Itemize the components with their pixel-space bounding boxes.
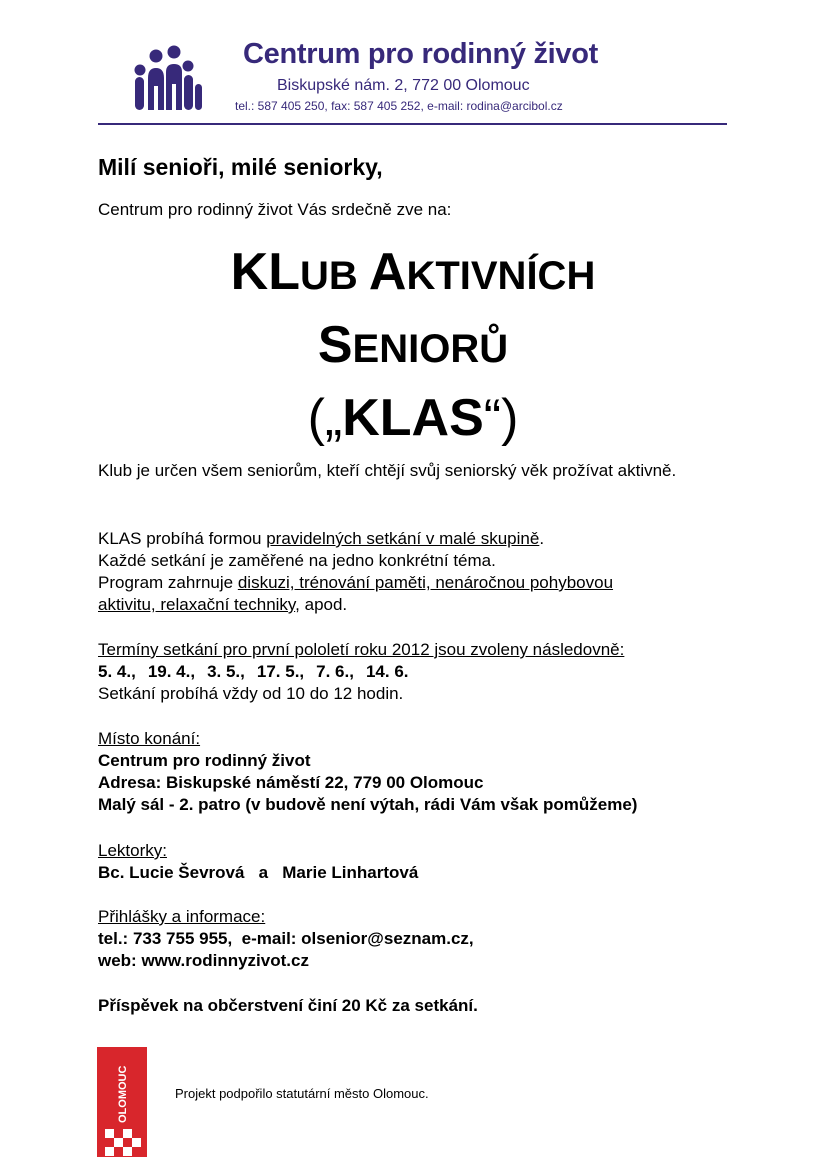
- org-contacts: tel.: 587 405 250, fax: 587 405 252, e-mail: rodina@arcibol.cz: [235, 99, 563, 113]
- registration-contact: tel.: 733 755 955, e-mail: olsenior@seznam.cz,: [98, 929, 474, 948]
- schedule-heading: Termíny setkání pro první pololetí roku 2012 jsou zvoleny následovně:: [98, 640, 625, 659]
- date-item: 19. 4.,: [147, 662, 196, 681]
- venue-section: [98, 728, 728, 816]
- date-item: 17. 5.,: [256, 662, 305, 681]
- greeting: Milí senioři, milé seniorky,: [98, 154, 383, 180]
- olomouc-city-logo: [97, 1047, 147, 1157]
- footer-note: Projekt podpořilo statutární město Olomouc.: [175, 1086, 429, 1101]
- schedule-section: [98, 639, 728, 705]
- olomouc-logo-text: OLOMOUC: [117, 1065, 129, 1123]
- registration-section: [98, 906, 728, 972]
- lecturers-heading: Lektorky:: [98, 841, 167, 860]
- schedule-dates: [98, 661, 728, 683]
- title-line-3: („KLAS“): [307, 389, 519, 447]
- date-item: 14. 6.: [365, 662, 409, 681]
- date-item: 7. 6.,: [316, 662, 354, 681]
- org-name: Centrum pro rodinný život: [243, 38, 599, 70]
- venue-address: Adresa: Biskupské náměstí 22, 779 00 Olomouc: [98, 773, 484, 792]
- lecturers-section: [98, 840, 728, 884]
- date-item: 5. 4.,: [98, 662, 136, 681]
- org-address: Biskupské nám. 2, 772 00 Olomouc: [277, 77, 530, 94]
- schedule-time: Setkání probíhá vždy od 10 do 12 hodin.: [98, 684, 404, 703]
- lecturers-names: Bc. Lucie Ševrová a Marie Linhartová: [98, 863, 419, 882]
- date-item: 3. 5.,: [207, 662, 245, 681]
- intro-paragraph: Klub je určen všem seniorům, kteří chtějí svůj seniorský věk prožívat aktivně.: [98, 461, 677, 480]
- family-figures-icon: [128, 44, 204, 112]
- venue-room: Malý sál - 2. patro (v budově není výtah, rádi Vám však pomůžeme): [98, 795, 638, 814]
- registration-heading: Přihlášky a informace:: [98, 907, 266, 926]
- venue-heading: Místo konání:: [98, 729, 201, 748]
- title-line-1: KLUB AKTIVNÍCH: [230, 243, 596, 301]
- title-line-2: SENIORŮ: [317, 316, 509, 374]
- invite-text: Centrum pro rodinný život Vás srdečně zve na:: [98, 200, 452, 219]
- format-paragraph: KLAS probíhá formou pravidelných setkání v malé skupině. Každé setkání je zaměřené na jedno konkrétní téma. Program zahrnuje diskuzi, trénování paměti, nenáročnou pohybovou aktivitu, relaxační techniky, apod.: [98, 529, 614, 614]
- header-divider: [98, 123, 727, 125]
- fee-note: Příspěvek na občerstvení činí 20 Kč za setkání.: [98, 996, 478, 1015]
- registration-web: web: www.rodinnyzivot.cz: [98, 951, 309, 970]
- venue-name: Centrum pro rodinný život: [98, 751, 311, 770]
- club-title: [98, 238, 728, 453]
